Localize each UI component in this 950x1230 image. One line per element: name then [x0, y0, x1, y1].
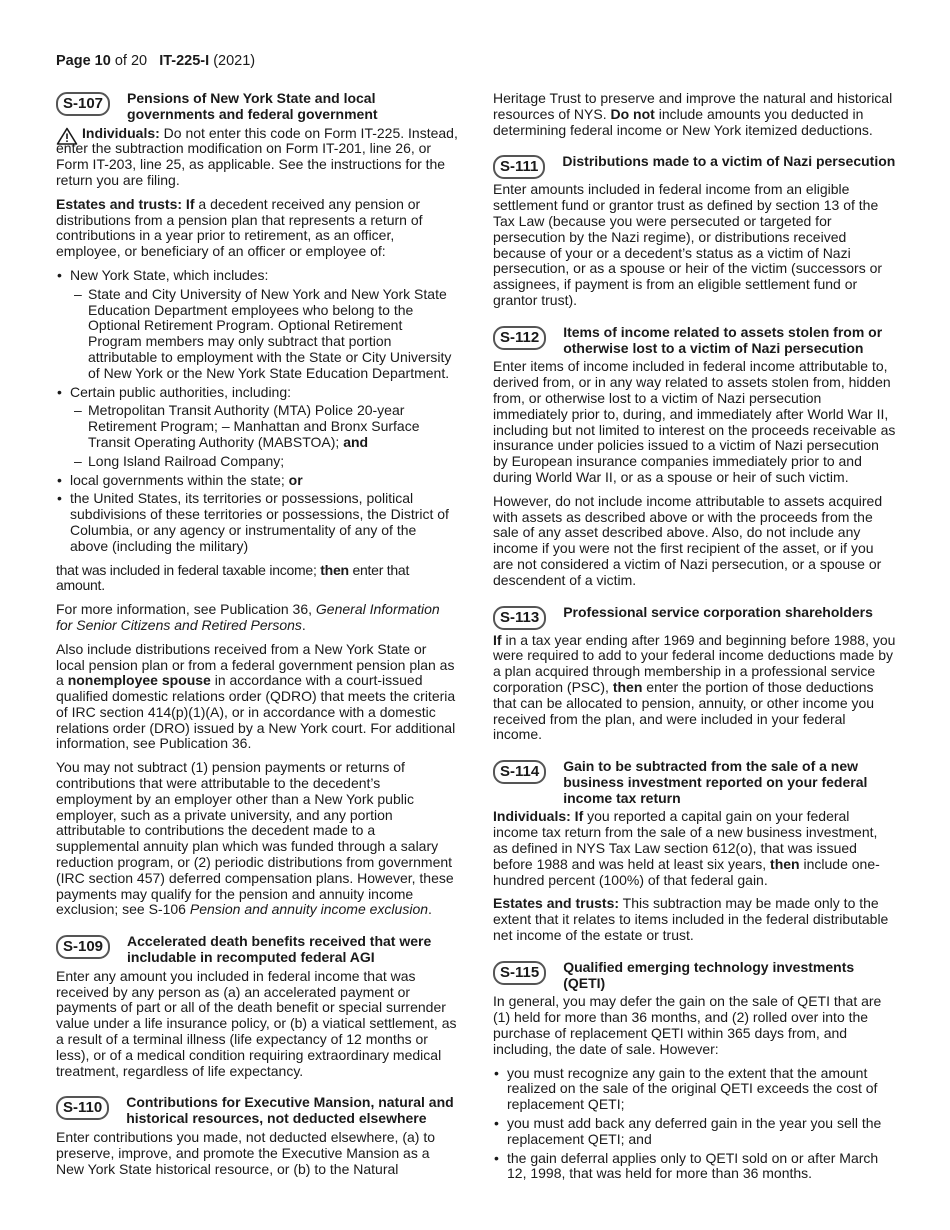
included-income-line: that was included in federal taxable income; then enter that amount.	[56, 561, 410, 594]
more-info-paragraph: For more information, see Publication 36, General Information for Senior Citizens and Retired Persons.	[56, 601, 440, 633]
list-item: – State and City University of New York and New York State Education Department employees who belong to the Optional Retirement Program. Optional Retirement Program members may only subtract that portion attributable to employment with the State or City University of New York or the New York State Education Department.	[70, 287, 458, 382]
section-text-s114-estates: Estates and trusts: This subtraction may be made only to the extent that it relates to items included in the federal distributable net income of the estate or trust.	[493, 895, 889, 944]
individuals-label: Individuals:	[82, 124, 160, 141]
warning-text	[56, 126, 458, 189]
section-text-s111: Enter amounts included in federal income from an eligible settlement fund or grantor trust as defined by section 13 of the Tax Law (because you were persecuted or targeted for persecution by the Nazi regime), or distributions received because of your or a decedent’s status as a victim of Nazi persecution, or as a spouse or heir of the victim (successors or assignees, if payment is from an eligible settlement fund or grantor trust).	[493, 181, 883, 308]
page-total: of 20	[110, 53, 148, 69]
list-item: • you must recognize any gain to the extent that the amount realized on the sale of the original QETI exceeds the cost of replacement QETI;	[493, 1066, 896, 1113]
list-item: • the United States, its territories or possessions, political subdivisions of these territories or possessions, the District of Columbia, or any agency or instrumentality of any of the above (including the military)	[56, 491, 458, 554]
estates-label: Estates and trusts:	[56, 195, 183, 212]
list-item: • the gain deferral applies only to QETI sold on or after March 12, 1998, that was held for more than 36 months.	[493, 1151, 896, 1183]
sub-list	[70, 403, 458, 469]
code-badge-s107: S-107	[56, 92, 110, 116]
list-item: • New York State, which includes: – State and City University of New York and New York State Education Department employees who belong to the Optional Retirement Program. Optional Retirement Program members may only subtract that portion attributable to employment with the State or City University of New York or the New York State Education Department.	[56, 268, 458, 382]
list-item: – Metropolitan Transit Authority (MTA) Police 20-year Retirement Program; – Manhattan and Bronx Surface Transit Operating Authority (MABSTOA); and	[70, 403, 458, 450]
code-badge-s109: S-109	[56, 935, 110, 959]
section-title-s110: Contributions for Executive Mansion, natural and historical resources, not deducted elsewhere	[126, 1094, 454, 1127]
right-column	[493, 91, 896, 1190]
page-number: Page 10	[56, 53, 111, 69]
code-badge-s115: S-115	[493, 961, 546, 985]
sub-list	[70, 287, 458, 382]
section-text-s110: Enter contributions you made, not deducted elsewhere, (a) to preserve, improve, and promote the Executive Mansion as a New York State historical resource, or (b) to the Natural	[56, 1129, 435, 1177]
section-s114-heading	[493, 759, 896, 806]
form-year: (2021)	[209, 53, 256, 69]
left-column	[56, 91, 458, 1185]
individuals-text: Do not enter this code on Form IT-225. Instead, enter the subtraction modification on Form IT-201, line 26, or Form IT-203, line 25, as applicable. See the instructions for the return you are filing.	[56, 124, 458, 188]
section-s115-heading	[493, 960, 896, 992]
employer-list	[56, 268, 458, 555]
page-header	[56, 53, 255, 69]
code-badge-s113: S-113	[493, 606, 546, 630]
form-number: IT-225-I	[159, 53, 210, 69]
list-item: – Long Island Railroad Company;	[70, 454, 458, 470]
list-item: • local governments within the state; or	[56, 473, 458, 489]
code-badge-s114: S-114	[493, 760, 546, 784]
section-s110-heading	[56, 1095, 458, 1127]
code-badge-s111: S-111	[493, 155, 545, 179]
section-s107-heading	[56, 91, 458, 123]
section-title-s109: Accelerated death benefits received that were includable in recomputed federal AGI	[127, 933, 432, 966]
section-s112-heading	[493, 325, 896, 357]
code-badge-s110: S-110	[56, 1096, 109, 1120]
section-text-s113: If in a tax year ending after 1969 and beginning before 1988, you were required to add to your federal income deductions made by a plan acquired through membership in a professional service corporation (PSC), then enter the portion of those deductions that can be allocated to pension, annuity, or other income you received from the plan, and were included in your federal income.	[493, 631, 896, 743]
list-item: • Certain public authorities, including: – Metropolitan Transit Authority (MTA) Police 20-year Retirement Program; – Manhattan and Bronx Surface Transit Operating Authority (MABSTOA); and – Long Island Railroad Company;	[56, 385, 458, 470]
estates-trusts-paragraph	[56, 197, 458, 260]
qeti-list	[493, 1066, 896, 1183]
qdro-paragraph: Also include distributions received from a New York State or local pension plan or from a federal government pension plan as a nonemployee spouse in accordance with a court-issued qualified domestic relations order (QDRO) that meets the criteria of IRC section 414(p)(1)(A), or in accordance with a domestic relations order (DRO) issued by a New York court. For additional information, see Publication 36.	[56, 640, 456, 752]
section-text-s109: Enter any amount you included in federal income that was received by any person as (a) an accelerated payment or payments of part or all of the death benefit or special surrender value under a life insurance policy, or (b) a viatical settlement, as a result of a terminal illness (life expectancy of 12 months or less), or of a medical condition requiring extraordinary medical treatment, regardless of life expectancy.	[56, 967, 457, 1079]
may-not-subtract-paragraph: You may not subtract (1) pension payments or returns of contributions that were attributable to the decedent’s employment by an employer other than a New York public employer, such as a private university, and any portion attributable to contributions the decedent made to a supplemental annuity plan which was funded through a salary reduction program, or (2) periodic distributions from government (IRC section 457) deferred compensation plans. However, these payments may qualify for the pension and annuity income exclusion; see S-106 Pension and annuity income exclusion.	[56, 759, 454, 918]
list-item: • you must add back any deferred gain in the year you sell the replacement QETI; and	[493, 1116, 896, 1148]
individuals-warning	[56, 126, 458, 189]
section-text-s112-a: Enter items of income included in federal income attributable to, derived from, or in any way related to assets stolen from, hidden from, or otherwise lost to a victim of Nazi persecution immediately prior to, during, and immediately after World War II, including but not limited to interest on the proceeds receivable as insurance under policies issued to a victim of Nazi persecution by European insurance companies immediately prior to and during World War II, or as a spouse or heir of such victim.	[493, 358, 896, 485]
section-title-s114: Gain to be subtracted from the sale of a new business investment reported on your federal income tax return	[563, 758, 868, 806]
section-title-s107: Pensions of New York State and local governments and federal government	[127, 90, 378, 122]
publication-title: General Information for Senior Citizens and Retired Persons	[56, 601, 440, 633]
section-text-s110-continued: Heritage Trust to preserve and improve the natural and historical resources of NYS. Do not include amounts you deducted in determining federal income or New York itemized deductions.	[493, 90, 893, 138]
section-s113-heading	[493, 605, 896, 630]
estates-text: a decedent received any pension or distributions from a pension plan that represents a return of contributions in a year prior to retirement, as an officer, employee, or beneficiary of an officer or employee of:	[56, 195, 423, 260]
section-s109-heading	[56, 934, 458, 966]
section-s111-heading	[493, 154, 896, 179]
section-text-s115: In general, you may defer the gain on the sale of QETI that are (1) held for more than 36 months, and (2) rolled over into the purchase of replacement QETI within 365 days from, and including, the date of sale. However:	[493, 993, 882, 1057]
section-title-s111: Distributions made to a victim of Nazi persecution	[562, 153, 896, 170]
section-text-s112-b: However, do not include income attributable to assets acquired with assets as described above or with the proceeds from the sale of any asset described above. Also, do not include any income if you were not the first recipient of the asset, or if you are not considered a victim of Nazi persecution, or a spouse or descendent of a victim.	[493, 492, 883, 588]
if-keyword: If	[182, 195, 195, 212]
section-title-s115: Qualified emerging technology investments (QETI)	[563, 958, 855, 991]
section-title-s113: Professional service corporation shareholders	[563, 603, 873, 620]
section-text-s114-individuals: Individuals: If you reported a capital gain on your federal income tax return from the sale of a new business investment, as defined in NYS Tax Law section 612(o), that was issued before 1988 and was held at least six years, then include one-hundred percent (100%) of that federal gain.	[493, 808, 880, 888]
code-badge-s112: S-112	[493, 326, 546, 350]
section-title-s112: Items of income related to assets stolen from or otherwise lost to a victim of Nazi persecution	[563, 323, 883, 356]
